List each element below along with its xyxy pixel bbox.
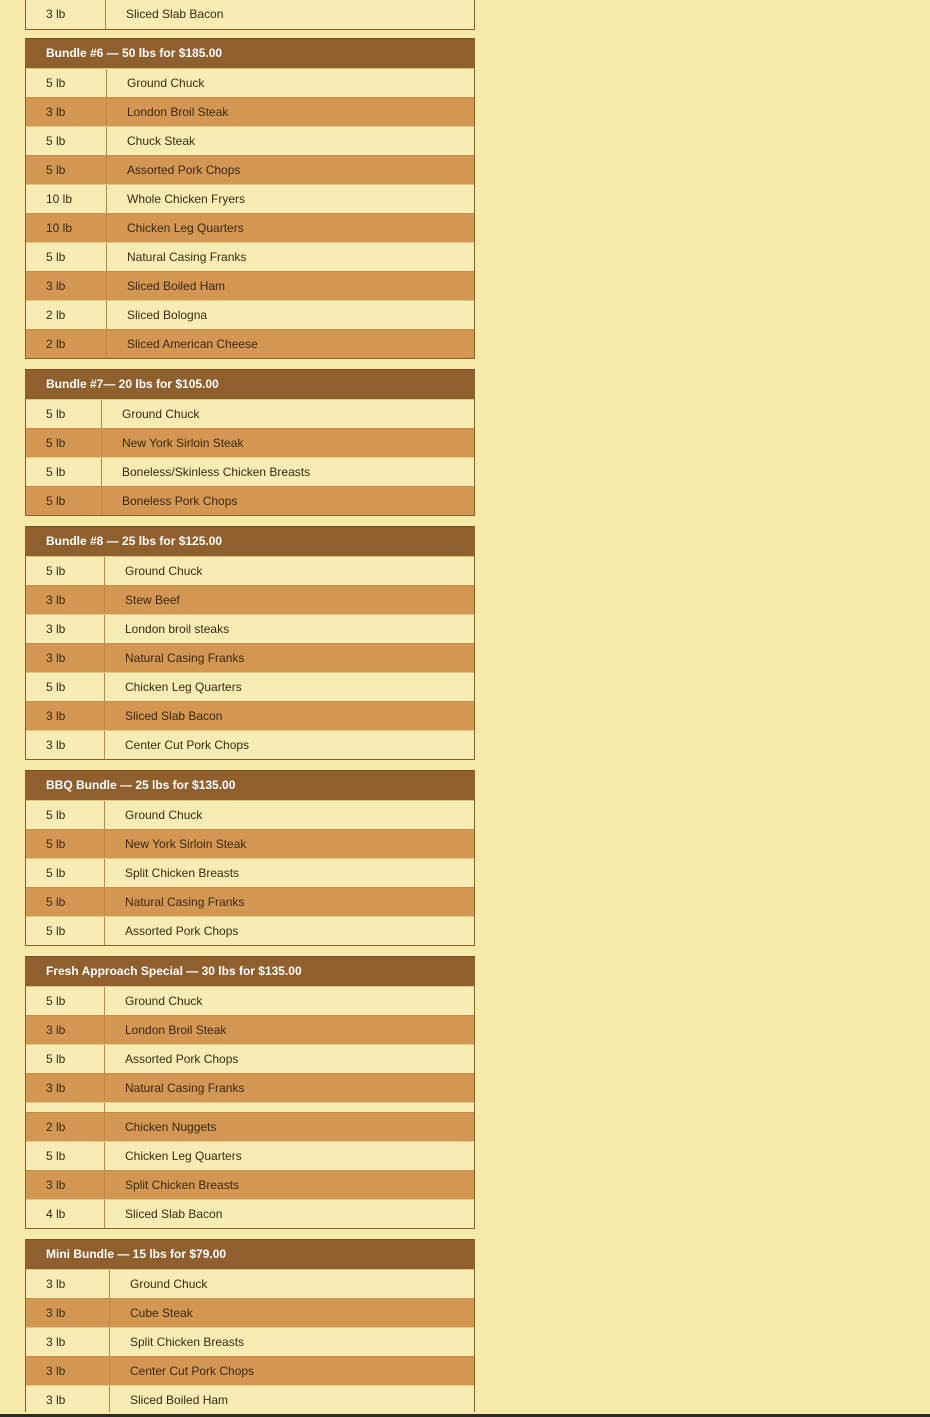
item-cell: Center Cut Pork Chops — [125, 738, 250, 752]
quantity-cell: 3 lb — [26, 731, 105, 759]
item-cell: Center Cut Pork Chops — [130, 1364, 255, 1378]
table-row — [26, 300, 474, 329]
quantity-cell: 3 lb — [26, 644, 105, 672]
quantity-cell: 5 lb — [26, 69, 107, 97]
table-row — [26, 701, 474, 730]
quantity-cell: 10 lb — [26, 214, 107, 242]
quantity-cell: 2 lb — [26, 1113, 105, 1141]
table-row — [26, 614, 474, 643]
table-row — [26, 457, 474, 486]
quantity-cell: 3 lb — [26, 1270, 110, 1298]
quantity-cell: 5 lb — [26, 487, 102, 515]
quantity-cell: 3 lb — [26, 1328, 110, 1356]
quantity-cell: 3 lb — [26, 1386, 110, 1412]
table-row — [26, 271, 474, 300]
table-row — [26, 585, 474, 614]
quantity-cell: 3 lb — [26, 1171, 105, 1199]
table-row — [26, 887, 474, 916]
item-cell: New York Sirloin Steak — [125, 837, 247, 851]
item-cell: Natural Casing Franks — [125, 895, 245, 909]
quantity-cell: 4 lb — [26, 1200, 105, 1228]
table-row — [26, 1141, 474, 1170]
item-cell: Assorted Pork Chops — [125, 1052, 239, 1066]
quantity-cell: 5 lb — [26, 801, 105, 829]
item-cell: Chuck Steak — [127, 134, 196, 148]
quantity-cell — [26, 1103, 105, 1112]
quantity-cell: 3 lb — [26, 1016, 105, 1044]
table-row — [26, 1044, 474, 1073]
item-cell: Stew Beef — [125, 593, 180, 607]
table-row — [26, 428, 474, 457]
table-row — [26, 486, 474, 515]
item-cell: Split Chicken Breasts — [125, 866, 240, 880]
quantity-cell: 5 lb — [26, 917, 105, 945]
item-cell: Split Chicken Breasts — [130, 1335, 245, 1349]
quantity-cell: 5 lb — [26, 400, 102, 428]
quantity-cell: 3 lb — [26, 702, 105, 730]
quantity-cell: 5 lb — [26, 429, 102, 457]
table-row — [26, 213, 474, 242]
table-row — [26, 1073, 474, 1102]
bundle-partial-top — [25, 0, 475, 30]
table-row — [26, 1385, 474, 1412]
table-row — [26, 126, 474, 155]
item-cell: Sliced Boiled Ham — [127, 279, 226, 293]
bundle-title: Bundle #7— 20 lbs for $105.00 — [26, 369, 474, 399]
quantity-cell: 3 lb — [26, 1357, 110, 1385]
item-cell: London Broil Steak — [125, 1023, 227, 1037]
item-cell: Assorted Pork Chops — [127, 163, 241, 177]
quantity-cell: 5 lb — [26, 1142, 105, 1170]
table-row — [26, 97, 474, 126]
item-cell: Chicken Leg Quarters — [125, 1149, 242, 1163]
table-row — [26, 68, 474, 97]
item-cell: Assorted Pork Chops — [125, 924, 239, 938]
item-cell: Chicken Leg Quarters — [127, 221, 244, 235]
quantity-cell: 10 lb — [26, 185, 107, 213]
item-cell: Sliced Slab Bacon — [126, 7, 224, 21]
quantity-cell: 3 lb — [26, 1299, 110, 1327]
quantity-cell: 3 lb — [26, 272, 107, 300]
item-cell: Natural Casing Franks — [125, 651, 245, 665]
item-cell: Ground Chuck — [125, 994, 203, 1008]
table-row — [26, 829, 474, 858]
table-row — [26, 643, 474, 672]
table-row — [26, 1327, 474, 1356]
table-row — [26, 1298, 474, 1327]
item-cell: Boneless Pork Chops — [122, 494, 238, 508]
item-cell: Cube Steak — [130, 1306, 193, 1320]
bundle-8 — [25, 526, 475, 760]
quantity-cell: 2 lb — [26, 301, 107, 329]
bundle-7 — [25, 369, 475, 516]
item-cell: Whole Chicken Fryers — [127, 192, 246, 206]
bundle-fresh-approach — [25, 956, 475, 1229]
table-row — [26, 0, 474, 29]
quantity-cell: 5 lb — [26, 888, 105, 916]
table-row — [26, 399, 474, 428]
item-cell — [105, 1103, 125, 1112]
table-row — [26, 1015, 474, 1044]
item-cell: Natural Casing Franks — [127, 250, 247, 264]
item-cell: Sliced Slab Bacon — [125, 709, 223, 723]
bundle-bbq — [25, 770, 475, 946]
quantity-cell: 5 lb — [26, 557, 105, 585]
bundle-title: Bundle #8 — 25 lbs for $125.00 — [26, 526, 474, 556]
bundle-title: Bundle #6 — 50 lbs for $185.00 — [26, 38, 474, 68]
quantity-cell: 5 lb — [26, 127, 107, 155]
item-cell: Ground Chuck — [127, 76, 205, 90]
item-cell: Sliced Boiled Ham — [130, 1393, 229, 1407]
quantity-cell: 3 lb — [26, 615, 105, 643]
item-cell: London Broil Steak — [127, 105, 229, 119]
item-cell: Chicken Leg Quarters — [125, 680, 242, 694]
item-cell: London broil steaks — [125, 622, 230, 636]
item-cell: Natural Casing Franks — [125, 1081, 245, 1095]
item-cell: Ground Chuck — [130, 1277, 208, 1291]
item-cell: Sliced Bologna — [127, 308, 208, 322]
table-row — [26, 184, 474, 213]
table-row — [26, 1112, 474, 1141]
table-row — [26, 242, 474, 271]
table-row — [26, 800, 474, 829]
quantity-cell: 2 lb — [26, 330, 107, 358]
quantity-cell: 5 lb — [26, 458, 102, 486]
quantity-cell: 3 lb — [26, 586, 105, 614]
quantity-cell: 3 lb — [26, 1074, 105, 1102]
table-row — [26, 1199, 474, 1228]
item-cell: New York Sirloin Steak — [122, 436, 244, 450]
bundle-title: BBQ Bundle — 25 lbs for $135.00 — [26, 770, 474, 800]
quantity-cell: 5 lb — [26, 1045, 105, 1073]
table-row — [26, 730, 474, 759]
table-row — [26, 329, 474, 358]
table-row — [26, 556, 474, 585]
quantity-cell: 5 lb — [26, 859, 105, 887]
bundle-6 — [25, 38, 475, 359]
table-row — [26, 155, 474, 184]
table-row — [26, 986, 474, 1015]
item-cell: Ground Chuck — [122, 407, 200, 421]
table-row — [26, 1170, 474, 1199]
item-cell: Sliced American Cheese — [127, 337, 258, 351]
bundle-mini — [25, 1239, 475, 1412]
bundle-title: Mini Bundle — 15 lbs for $79.00 — [26, 1239, 474, 1269]
table-row — [26, 1356, 474, 1385]
table-row — [26, 858, 474, 887]
item-cell: Chicken Nuggets — [125, 1120, 217, 1134]
quantity-cell: 3 lb — [26, 0, 106, 29]
quantity-cell: 5 lb — [26, 987, 105, 1015]
item-cell: Sliced Slab Bacon — [125, 1207, 223, 1221]
quantity-cell: 5 lb — [26, 156, 107, 184]
item-cell: Ground Chuck — [125, 564, 203, 578]
quantity-cell: 3 lb — [26, 98, 107, 126]
quantity-cell: 5 lb — [26, 243, 107, 271]
quantity-cell: 5 lb — [26, 673, 105, 701]
table-row — [26, 672, 474, 701]
table-row — [26, 1269, 474, 1298]
table-row — [26, 916, 474, 945]
item-cell: Split Chicken Breasts — [125, 1178, 240, 1192]
table-row-empty — [26, 1102, 474, 1112]
item-cell: Boneless/Skinless Chicken Breasts — [122, 465, 311, 479]
quantity-cell: 5 lb — [26, 830, 105, 858]
item-cell: Ground Chuck — [125, 808, 203, 822]
bundle-title: Fresh Approach Special — 30 lbs for $135.00 — [26, 956, 474, 986]
